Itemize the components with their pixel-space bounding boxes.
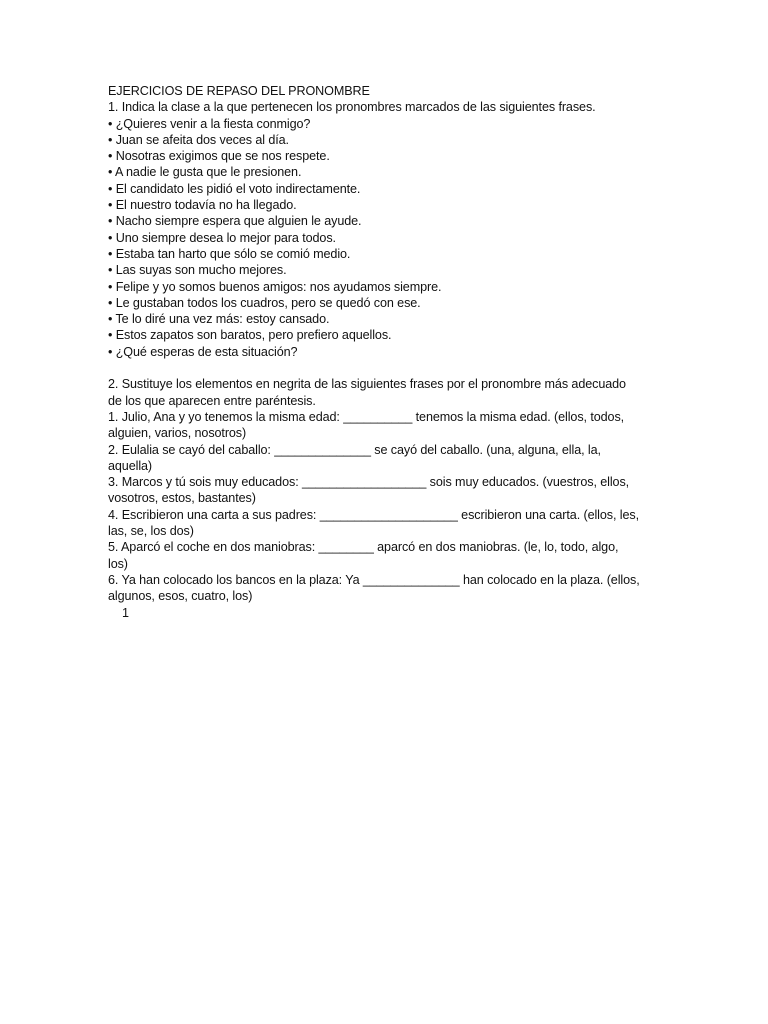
exercise-1-item: • Uno siempre desea lo mejor para todos. [108,230,336,245]
exercise-1-item: • ¿Qué esperas de esta situación? [108,344,298,359]
exercise-2-item-line: 2. Eulalia se cayó del caballo: ______________ se cayó del caballo. (una, alguna, ella, la, [108,442,601,457]
exercise-2-item-options: vosotros, estos, bastantes) [108,491,256,506]
exercise-1-item: • Las suyas son mucho mejores. [108,263,287,278]
exercise-1-item: • Nacho siempre espera que alguien le ayude. [108,214,362,229]
exercise-1-item: • ¿Quieres venir a la fiesta conmigo? [108,116,311,131]
exercise-1-item: • Nosotras exigimos que se nos respete. [108,149,330,164]
exercise-1-item: • Felipe y yo somos buenos amigos: nos ayudamos siempre. [108,279,442,294]
exercise-1-item: • Juan se afeita dos veces al día. [108,132,289,147]
exercise-2-item-options: las, se, los dos) [108,524,194,539]
exercise-1-item: • El nuestro todavía no ha llegado. [108,198,297,213]
exercise-1-list [108,116,668,360]
exercise-1-item: • A nadie le gusta que le presionen. [108,165,302,180]
exercise-2-instruction-line: de los que aparecen entre paréntesis. [108,393,316,408]
exercise-2-item-line: 1. Julio, Ana y yo tenemos la misma edad: __________ tenemos la misma edad. (ellos, todos, [108,409,625,424]
exercise-1-item: • El candidato les pidió el voto indirectamente. [108,181,361,196]
exercise-2-instruction-line: 2. Sustituye los elementos en negrita de las siguientes frases por el pronombre más adecuado [108,377,626,392]
exercise-2-item-line: 4. Escribieron una carta a sus padres: ____________________ escribieron una carta. (ellos, les, [108,507,639,522]
exercise-1-item: • Estos zapatos son baratos, pero prefiero aquellos. [108,328,392,343]
exercise-1-instruction: 1. Indica la clase a la que pertenecen los pronombres marcados de las siguientes frases. [108,100,596,115]
exercise-2-item-line: 3. Marcos y tú sois muy educados: __________________ sois muy educados. (vuestros, ellos, [108,475,630,490]
exercise-2-item [108,409,668,442]
exercise-2-list [108,409,668,605]
page-number: 1 [122,605,129,620]
exercise-2-item-line: 6. Ya han colocado los bancos en la plaza: Ya ______________ han colocado en la plaza. (ellos, [108,572,640,587]
exercise-2-item-options: algunos, esos, cuatro, los) [108,589,253,604]
document-title: EJERCICIOS DE REPASO DEL PRONOMBRE [108,84,370,98]
exercise-2-item-options: alguien, varios, nosotros) [108,426,247,441]
exercise-1-item: • Estaba tan harto que sólo se comió medio. [108,246,351,261]
exercise-2-instruction [108,376,668,409]
exercise-1-item: • Te lo diré una vez más: estoy cansado. [108,312,330,327]
paragraph-spacer [108,360,668,376]
exercise-2-item [108,442,668,475]
exercise-2-item-options: aquella) [108,458,153,473]
exercise-2-item-line: 5. Aparcó el coche en dos maniobras: ________ aparcó en dos maniobras. (le, lo, todo, algo, [108,540,619,555]
exercise-2-item-options: los) [108,556,128,571]
document-page [108,83,668,621]
exercise-2-item [108,539,668,572]
exercise-2-item [108,507,668,540]
exercise-1-item: • Le gustaban todos los cuadros, pero se quedó con ese. [108,295,421,310]
exercise-2-item [108,474,668,507]
exercise-2-item [108,572,668,605]
